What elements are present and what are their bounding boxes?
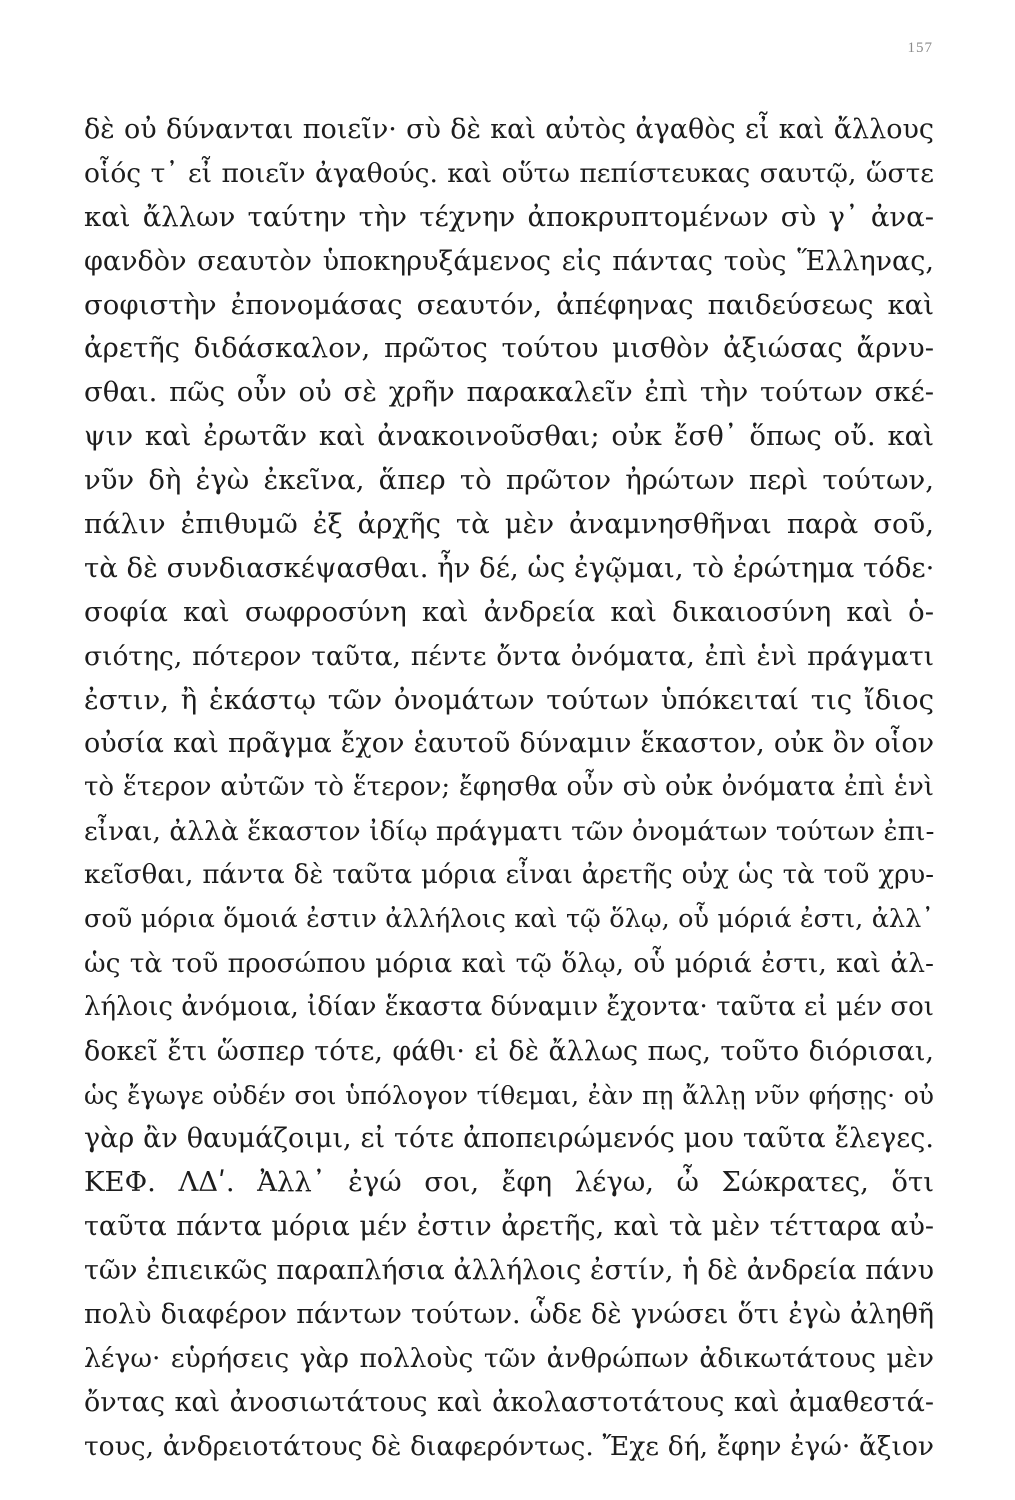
text-line: γὰρ ἂν θαυμάζοιμι, εἰ τότε ἀποπειρώμενός μου ταῦτα ἔλεγες. [84,1123,934,1155]
text-line: δοκεῖ ἔτι ὥσπερ τότε, φάθι· εἰ δὲ ἄλλως πως, τοῦτο διόρισαι, [84,1035,934,1067]
text-line: δὲ οὐ δύνανται ποιεῖν· σὺ δὲ καὶ αὐτὸς ἀγαθὸς εἶ καὶ ἄλλους [84,114,934,145]
text-line: σοφιστὴν ἐπονομάσας σεαυτόν, ἀπέφηνας παιδεύσεως καὶ [84,288,934,321]
text-line: λήλοις ἀνόμοια, ἰδίαν ἕκαστα δύναμιν ἔχοντα· ταῦτα εἰ μέν σοι [84,991,934,1022]
page-number: 157 [907,40,933,56]
text-line: οὐσία καὶ πρᾶγμα ἔχον ἑαυτοῦ δύναμιν ἕκαστον, οὐκ ὂν οἷον [84,728,934,760]
text-line: ὡς τὰ τοῦ προσώπου μόρια καὶ τῷ ὅλῳ, οὗ μόριά ἐστι, καὶ ἀλ- [84,947,934,979]
text-line: ἐστιν, ἢ ἑκάστῳ τῶν ὀνομάτων τούτων ὑπόκειταί τις ἴδιος [84,683,934,716]
text-line: τῶν ἐπιεικῶς παραπλήσια ἀλλήλοις ἐστίν, ἡ δὲ ἀνδρεία πάνυ [84,1255,934,1287]
text-line: πάλιν ἐπιθυμῶ ἐξ ἀρχῆς τὰ μὲν ἀναμνησθῆναι παρὰ σοῦ, [84,508,934,541]
text-line: σθαι. πῶς οὖν οὐ σὲ χρῆν παρακαλεῖν ἐπὶ τὴν τούτων σκέ- [84,376,934,409]
text-body [84,108,934,1469]
text-line: τους, ἀνδρειοτάτους δὲ διαφερόντως. Ἔχε δή, ἔφην ἐγώ· ἄξιον [84,1430,934,1462]
text-line: σοφία καὶ σωφροσύνη καὶ ἀνδρεία καὶ δικαιοσύνη καὶ ὁ- [84,595,934,628]
text-line: φανδὸν σεαυτὸν ὑποκηρυξάμενος εἰς πάντας τοὺς Ἕλληνας, [84,245,934,277]
chapter-heading-line: ΚΕΦ. ΛΔʹ. Ἀλλ᾽ ἐγώ σοι, ἔφη λέγω, ὦ Σώκρατες, ὅτι [84,1166,934,1199]
text-line: εἶναι, ἀλλὰ ἕκαστον ἰδίῳ πράγματι τῶν ὀνομάτων τούτων ἐπι- [84,816,935,848]
text-line: σοῦ μόρια ὅμοιά ἐστιν ἀλλήλοις καὶ τῷ ὅλῳ, οὗ μόριά ἐστι, ἀλλ᾽ [84,904,934,935]
text-line: ὄντας καὶ ἀνοσιωτάτους καὶ ἀκολαστοτάτους καὶ ἀμαθεστά- [84,1386,934,1418]
text-line: κεῖσθαι, πάντα δὲ ταῦτα μόρια εἶναι ἀρετῆς οὐχ ὡς τὰ τοῦ χρυ- [84,860,934,891]
text-line: λέγω· εὑρήσεις γὰρ πολλοὺς τῶν ἀνθρώπων ἀδικωτάτους μὲν [84,1342,934,1374]
text-line: τὰ δὲ συνδιασκέψασθαι. ἦν δέ, ὡς ἐγῷμαι, τὸ ἐρώτημα τόδε· [84,551,935,584]
text-line: ὡς ἔγωγε οὐδέν σοι ὑπόλογον τίθεμαι, ἐὰν πῃ ἄλλῃ νῦν φήσῃς· οὐ [84,1080,934,1110]
text-line: σιότης, πότερον ταῦτα, πέντε ὄντα ὀνόματα, ἐπὶ ἑνὶ πράγματι [84,640,934,672]
text-line: ταῦτα πάντα μόρια μέν ἐστιν ἀρετῆς, καὶ τὰ μὲν τέτταρα αὐ- [84,1211,934,1243]
text-line: ψιν καὶ ἐρωτᾶν καὶ ἀνακοινοῦσθαι; οὐκ ἔσθ᾽ ὅπως οὔ. καὶ [84,420,934,453]
text-line: νῦν δὴ ἐγὼ ἐκεῖνα, ἅπερ τὸ πρῶτον ἠρώτων περὶ τούτων, [84,464,934,497]
text-line: καὶ ἄλλων ταύτην τὴν τέχνην ἀποκρυπτομένων σὺ γ᾽ ἀνα- [84,200,934,233]
text-line: τὸ ἕτερον αὐτῶν τὸ ἕτερον; ἔφησθα οὖν σὺ οὐκ ὀνόματα ἐπὶ ἑνὶ [84,772,934,803]
text-line: οἷός τ᾽ εἶ ποιεῖν ἀγαθούς. καὶ οὕτω πεπίστευκας σαυτῷ, ὥστε [84,157,934,189]
text-line: ἀρετῆς διδάσκαλον, πρῶτος τούτου μισθὸν ἀξιώσας ἄρνυ- [84,332,934,365]
text-line: πολὺ διαφέρον πάντων τούτων. ὧδε δὲ γνώσει ὅτι ἐγὼ ἀληθῆ [84,1299,934,1331]
